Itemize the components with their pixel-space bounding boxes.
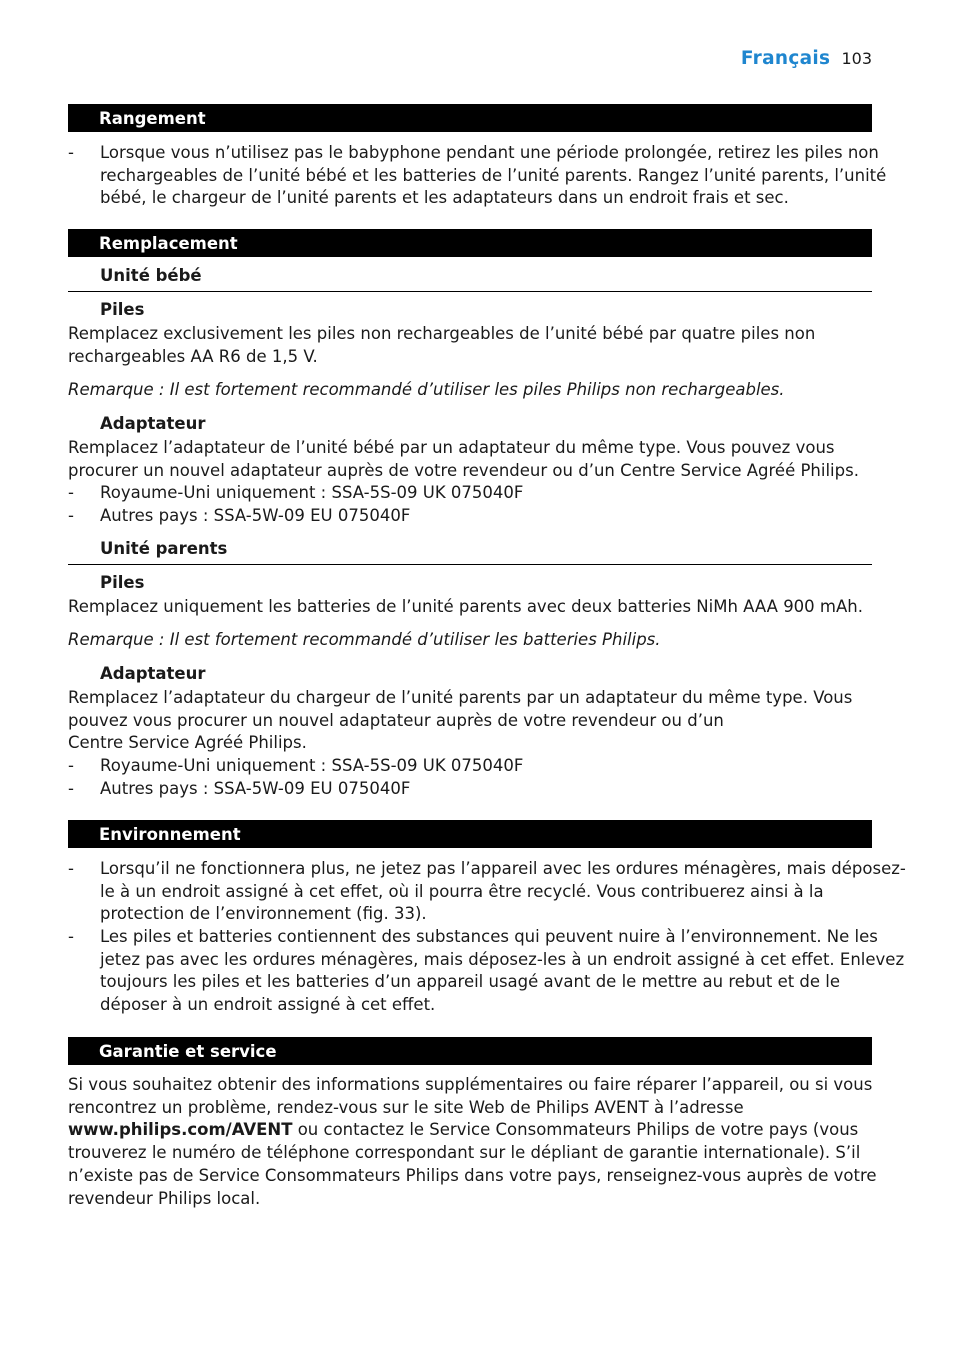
section-bar-rangement (68, 104, 872, 132)
paragraph-adaptateur-bebe (68, 437, 874, 482)
paragraph-line: Remplacez l’adaptateur de l’unité bébé par un adaptateur du même type. Vous pouvez vous (68, 438, 835, 457)
website-link[interactable]: www.philips.com/AVENT (68, 1120, 293, 1140)
paragraph-line: trouverez le numéro de téléphone correspondant sur le dépliant de garantie internationale). S’il (68, 1143, 861, 1163)
paragraph-line: Remplacez uniquement les batteries de l’unité parents avec deux batteries NiMh AAA 900 mAh. (68, 597, 863, 616)
bullet-line: rechargeables de l’unité bébé et les batteries de l’unité parents. Rangez l’unité parents, l’unité (100, 165, 887, 185)
subheading-adaptateur: Adaptateur (100, 414, 206, 433)
bullet-dash: - (68, 779, 74, 798)
paragraph-line: pouvez vous procurer un nouvel adaptateur auprès de votre revendeur ou d’un (68, 710, 724, 730)
subheading-piles: Piles (100, 573, 145, 592)
section-title-remplacement: Remplacement (99, 234, 238, 253)
bullet-line: Royaume-Uni uniquement : SSA-5S-09 UK 075040F (100, 756, 524, 775)
bullet-line: Lorsqu’il ne fonctionnera plus, ne jetez pas l’appareil avec les ordures ménagères, mais déposez- (100, 859, 906, 878)
paragraph-line: Centre Service Agréé Philips. (68, 733, 307, 753)
paragraph-line: revendeur Philips local. (68, 1188, 261, 1208)
bullet-line: Autres pays : SSA-5W-09 EU 075040F (100, 506, 411, 525)
section-bar-environnement (68, 820, 872, 848)
paragraph-adaptateur-parents (68, 687, 874, 755)
bullet-line: protection de l’environnement (fig. 33). (100, 904, 427, 924)
note-piles-bebe: Remarque : Il est fortement recommandé d’utiliser les piles Philips non rechargeables. (68, 380, 785, 399)
bullet-line: Royaume-Uni uniquement : SSA-5S-09 UK 075040F (100, 483, 524, 502)
bullet-line: Les piles et batteries contiennent des substances qui peuvent nuire à l’environnement. Ne les (100, 927, 878, 946)
divider (68, 291, 872, 292)
bullet-line: jetez pas avec les ordures ménagères, mais déposez-les à un endroit assigné à cet effet. Enlevez (100, 949, 905, 969)
paragraph-garantie (68, 1074, 877, 1210)
bullet-line: Autres pays : SSA-5W-09 EU 075040F (100, 779, 411, 798)
section-title-garantie: Garantie et service (99, 1042, 277, 1061)
paragraph-line: rechargeables AA R6 de 1,5 V. (68, 346, 318, 366)
page-header (741, 48, 872, 69)
paragraph-piles-parents (68, 596, 874, 619)
subheading-unite-parents: Unité parents (100, 539, 228, 558)
subheading-adaptateur: Adaptateur (100, 664, 206, 683)
section-bar-garantie (68, 1037, 872, 1065)
paragraph-line-rest: ou contactez le Service Consommateurs Philips de votre pays (vous (292, 1120, 859, 1140)
bullet-line: le à un endroit assigné à cet effet, où il pourra être recyclé. Vous contribuerez ainsi à la (100, 881, 824, 901)
bullet-dash: - (68, 483, 74, 502)
section-bar-remplacement (68, 229, 872, 257)
page-number: 103 (841, 49, 872, 68)
bullet-dash: - (68, 143, 74, 162)
section-title-rangement: Rangement (99, 109, 206, 128)
subheading-unite-bebe: Unité bébé (100, 266, 202, 285)
paragraph-line: n’existe pas de Service Consommateurs Philips dans votre pays, renseignez-vous auprès de votre (68, 1165, 877, 1185)
divider (68, 564, 872, 565)
paragraph-line: Si vous souhaitez obtenir des informations supplémentaires ou faire réparer l’appareil, ou si vous (68, 1075, 873, 1094)
note-batteries-parents: Remarque : Il est fortement recommandé d’utiliser les batteries Philips. (68, 630, 661, 649)
bullet-line: toujours les piles et les batteries d’un appareil usagé avant de le mettre au rebut et de le (100, 972, 841, 992)
language-label: Français (740, 48, 831, 69)
bullet-dash: - (68, 859, 74, 878)
subheading-piles: Piles (100, 300, 145, 319)
bullet-dash: - (68, 756, 74, 775)
paragraph-line: Remplacez l’adaptateur du chargeur de l’unité parents par un adaptateur du même type. Vous (68, 688, 853, 707)
bullet-line: déposer à un endroit assigné à cet effet. (100, 995, 436, 1015)
bullet-line: bébé, le chargeur de l’unité parents et les adaptateurs dans un endroit frais et sec. (100, 188, 789, 208)
paragraph-piles-bebe (68, 323, 874, 368)
bullet-dash: - (68, 506, 74, 525)
paragraph-line (68, 1119, 874, 1142)
section-title-environnement: Environnement (99, 825, 241, 844)
paragraph-line: Remplacez exclusivement les piles non rechargeables de l’unité bébé par quatre piles non (68, 324, 816, 343)
bullet-line: Lorsque vous n’utilisez pas le babyphone pendant une période prolongée, retirez les piles non (100, 143, 879, 162)
paragraph-line: rencontrez un problème, rendez-vous sur le site Web de Philips AVENT à l’adresse (68, 1097, 744, 1117)
bullet-dash: - (68, 927, 74, 946)
paragraph-line: procurer un nouvel adaptateur auprès de votre revendeur ou d’un Centre Service Agréé Philips. (68, 460, 859, 480)
